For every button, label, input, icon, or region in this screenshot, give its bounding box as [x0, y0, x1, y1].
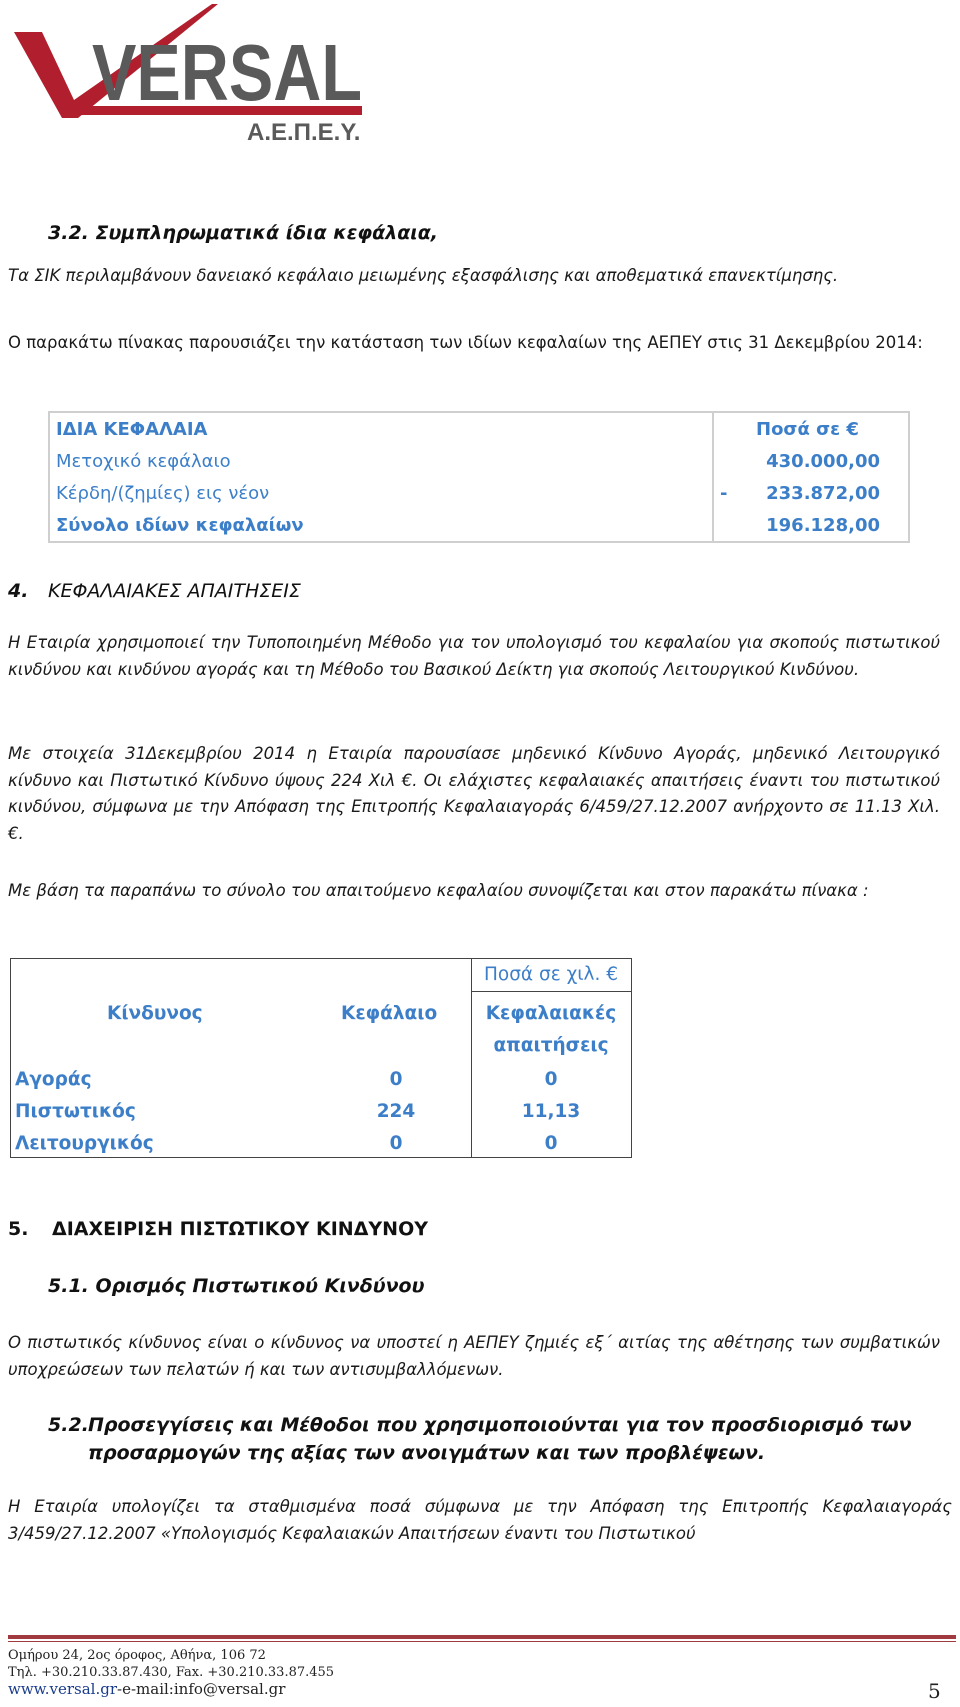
- versal-logo-graphic: [12, 0, 392, 150]
- risk-row-label: Λειτουργικός: [15, 1133, 154, 1154]
- equity-table-header: [49, 412, 909, 445]
- section-4-heading: ΚΕΦΑΛΑΙΑΚΕΣ ΑΠΑΙΤΗΣΕΙΣ: [48, 580, 301, 602]
- requirements-col-header-line2: απαιτήσεις: [493, 1035, 609, 1056]
- footer-address: Ομήρου 24, 2ος όροφος, Αθήνα, 106 72: [8, 1648, 266, 1663]
- footer-web-link[interactable]: www.versal.gr: [8, 1680, 118, 1698]
- risk-table-units-header: Ποσά σε χιλ. €: [471, 959, 631, 992]
- equity-row-label: Κέρδη/(ζημίες) εις νέον: [49, 477, 713, 509]
- footer-rule: [8, 1635, 956, 1639]
- section-4-paragraph-1: Η Εταιρία χρησιμοποιεί την Τυποποιημένη Μέθοδο για τον υπολογισμό του κεφαλαίου για σκοπούς πιστωτικού κινδύνου και κινδύνου αγοράς και τη Μέθοδο του Βασικού Δείκτη για σκοπούς Λειτουργικού Κινδύνου.: [8, 633, 940, 679]
- page-number: 5: [928, 1679, 941, 1703]
- section-5-1-heading: 5.1. Ορισμός Πιστωτικού Κινδύνου: [48, 1275, 425, 1297]
- section-5-heading: ΔΙΑΧΕΙΡΙΣΗ ΠΙΣΤΩΤΙΚΟΥ ΚΙΝΔΥΝΟΥ: [52, 1218, 428, 1240]
- footer-email-label: e-mail:: [122, 1680, 174, 1698]
- risk-row-label: Αγοράς: [15, 1069, 92, 1090]
- footer-rule-thin: [8, 1641, 956, 1642]
- risk-row-requirement: 0: [544, 1069, 558, 1090]
- table-row: [49, 445, 909, 477]
- risk-row-requirement: 11,13: [521, 1101, 581, 1122]
- section-5-2-heading-line1: Προσεγγίσεις και Μέθοδοι που χρησιμοποιούνται για τον προσδιορισμό των: [88, 1414, 912, 1436]
- section-4-number: 4.: [8, 580, 29, 602]
- risk-row-capital: 224: [376, 1101, 416, 1122]
- section-3-2-paragraph-2: Ο παρακάτω πίνακας παρουσιάζει την κατάσταση των ιδίων κεφαλαίων της ΑΕΠΕΥ στις 31 Δεκεμβρίου 2014:: [8, 333, 923, 352]
- equity-row-sign: [713, 445, 756, 477]
- section-5-2-heading-line2: προσαρμογών της αξίας των ανοιγμάτων και των προβλέψεων.: [88, 1442, 766, 1464]
- logo-subtitle: Α.Ε.Π.Ε.Υ.: [247, 119, 361, 146]
- capital-col-header: Κεφάλαιο: [341, 1003, 438, 1024]
- equity-row-sign: [713, 509, 756, 542]
- logo-brand-text: VERSAL: [92, 28, 362, 117]
- equity-row-amount: 233.872,00: [766, 482, 880, 504]
- risk-col-header: Κίνδυνος: [107, 1003, 203, 1024]
- equity-table: [48, 411, 910, 543]
- section-5-2-paragraph: Η Εταιρία υπολογίζει τα σταθμισμένα ποσά σύμφωνα με την Απόφαση της Επιτροπής Κεφαλαιαγοράς 3/459/27.12.2007 «Υπολογισμός Κεφαλαιακών Απαιτήσεων έναντι του Πιστωτικού: [8, 1497, 952, 1543]
- table-row: [49, 509, 909, 542]
- table-row: [49, 477, 909, 509]
- company-logo: [12, 0, 392, 150]
- section-3-2-paragraph-1: Τα ΣΙΚ περιλαμβάνουν δανειακό κεφάλαιο μειωμένης εξασφάλισης και αποθεματικά επανεκτίμησης.: [8, 266, 839, 285]
- footer-contact: www.versal.gr-e-mail:info@versal.gr: [8, 1680, 286, 1698]
- risk-row-capital: 0: [389, 1133, 403, 1154]
- footer-email-link[interactable]: info@versal.gr: [173, 1680, 286, 1698]
- equity-header-label: ΙΔΙΑ ΚΕΦΑΛΑΙΑ: [49, 412, 713, 445]
- section-5-2-number: 5.2.: [48, 1414, 89, 1436]
- risk-row-capital: 0: [389, 1069, 403, 1090]
- risk-row-label: Πιστωτικός: [15, 1101, 136, 1122]
- section-3-2-heading: 3.2. Συμπληρωματικά ίδια κεφάλαια,: [48, 222, 438, 244]
- risk-row-requirement: 0: [544, 1133, 558, 1154]
- equity-total-label: Σύνολο ιδίων κεφαλαίων: [49, 509, 713, 542]
- equity-total-amount: 196.128,00: [766, 514, 880, 536]
- requirements-col-header-line1: Κεφαλαιακές: [485, 1003, 617, 1024]
- risk-table: [10, 958, 632, 1158]
- equity-row-label: Μετοχικό κεφάλαιο: [49, 445, 713, 477]
- footer-phone: Τηλ. +30.210.33.87.430, Fax. +30.210.33.87.455: [8, 1665, 335, 1680]
- section-5-1-paragraph: Ο πιστωτικός κίνδυνος είναι ο κίνδυνος να υποστεί η ΑΕΠΕΥ ζημιές εξ΄ αιτίας της αθέτησης των συμβατικών υποχρεώσεων των πελατών ή και των αντισυμβαλλόμενων.: [8, 1333, 940, 1379]
- section-5-number: 5.: [8, 1218, 29, 1240]
- equity-header-amount: Ποσά σε €: [756, 418, 859, 440]
- section-4-paragraph-2: Με στοιχεία 31Δεκεμβρίου 2014 η Εταιρία παρουσίασε μηδενικό Κίνδυνο Αγοράς, μηδενικό Λειτουργικό κίνδυνο και Πιστωτικό Κίνδυνο ύψους 224 Χιλ €. Οι ελάχιστες κεφαλαιακές απαιτήσεις έναντι του πιστωτικού κινδύνου, σύμφωνα με την Απόφαση της Επιτροπής Κεφαλαιαγοράς 6/459/27.12.2007 ανήρχοντο σε 11.13 Χιλ. €.: [8, 744, 940, 843]
- equity-row-amount: 430.000,00: [766, 450, 880, 472]
- equity-row-sign: -: [720, 482, 728, 504]
- section-4-paragraph-3: Με βάση τα παραπάνω το σύνολο του απαιτούμενο κεφαλαίου συνοψίζεται και στον παρακάτω πίνακα :: [8, 881, 869, 900]
